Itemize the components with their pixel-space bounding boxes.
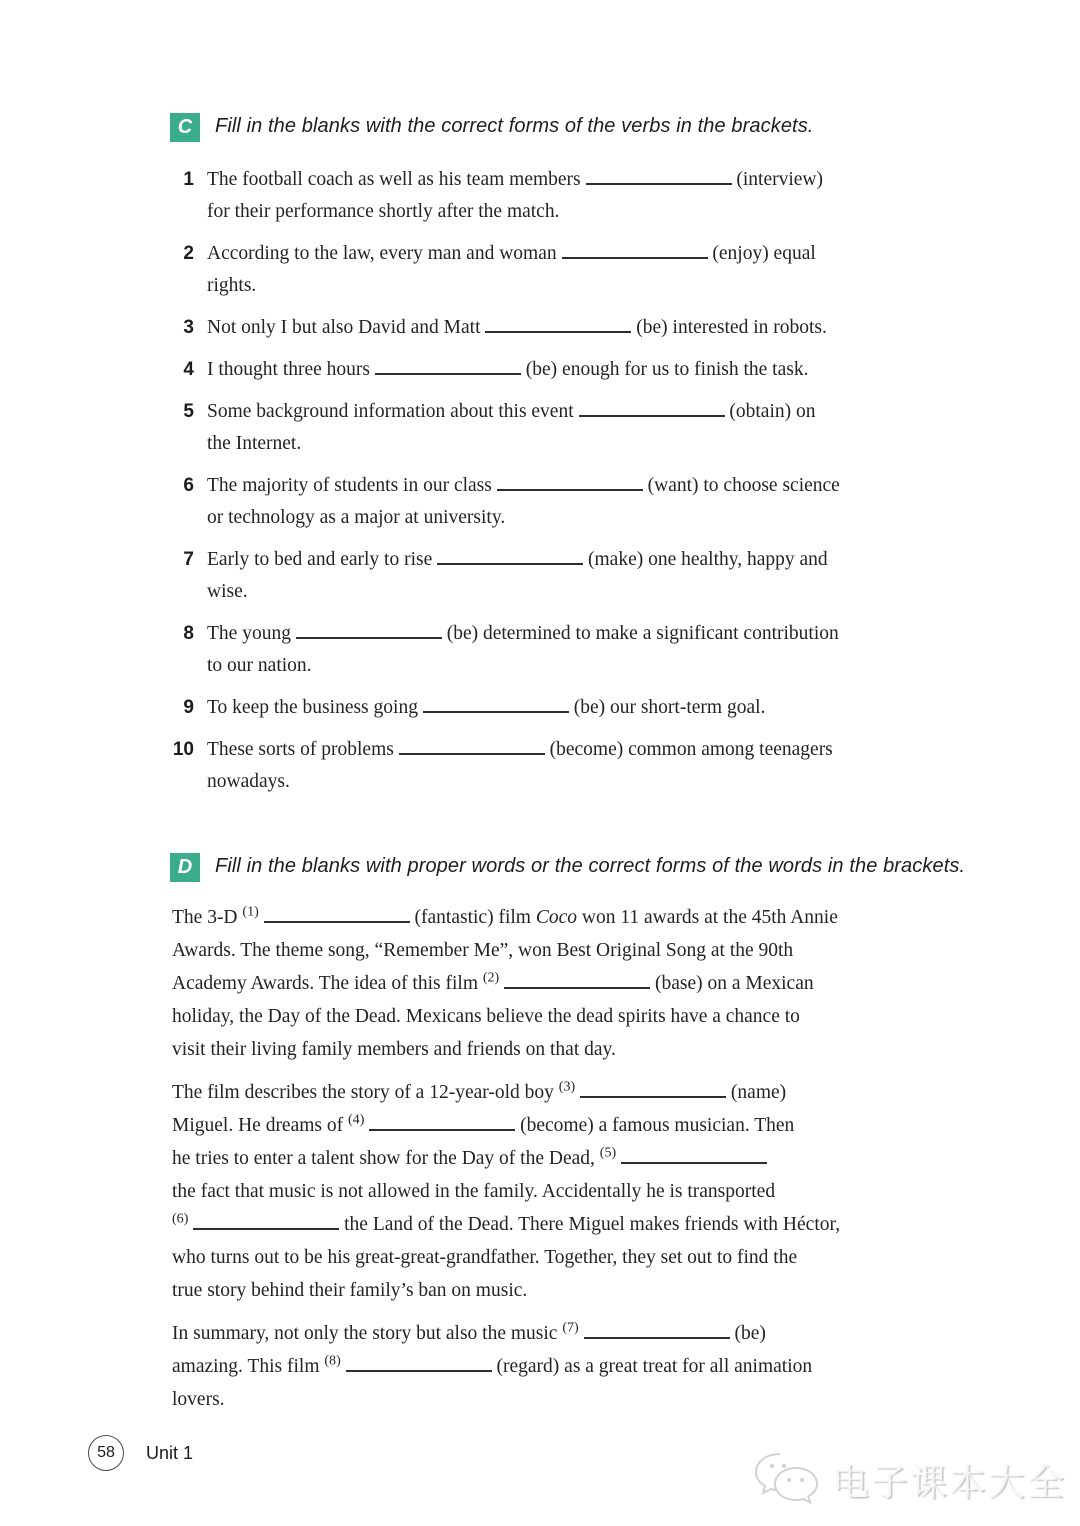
section-c-items (172, 164, 972, 808)
blank-line (579, 401, 725, 417)
blank-line (193, 1214, 339, 1230)
item-text: The young (be) determined to make a significant contribution to our nation. (207, 623, 839, 676)
passage-paragraph: In summary, not only the story but also the music $^{(7)}$ (be) amazing. This film $^{(8)}$ (regard) as a great treat for all animation lovers. (172, 1319, 813, 1410)
exercise-item (172, 312, 972, 344)
section-d-badge: D (170, 853, 200, 882)
blank-line (437, 549, 583, 565)
item-number: 4 (183, 359, 194, 380)
item-text: These sorts of problems (become) common among teenagers nowadays. (207, 739, 833, 792)
blank-line (562, 243, 708, 259)
item-number: 8 (183, 623, 194, 644)
exercise-item (172, 734, 972, 798)
item-text: Some background information about this event (obtain) on the Internet. (207, 401, 816, 454)
item-text: Not only I but also David and Matt (be) interested in robots. (207, 317, 827, 338)
item-number: 5 (183, 401, 194, 422)
blank-line (497, 475, 643, 491)
exercise-item (172, 396, 972, 460)
watermark-text: 电子课本大全 (832, 1462, 1066, 1503)
exercise-item (172, 544, 972, 608)
item-number: 9 (183, 697, 194, 718)
blank-line (580, 1082, 726, 1098)
blank-line (369, 1115, 515, 1131)
publisher-watermark (750, 1448, 1066, 1510)
blank-line (264, 907, 410, 923)
exercise-item (172, 470, 972, 534)
superscript-number: (6) (172, 1210, 189, 1227)
exercise-item (172, 238, 972, 302)
item-text: The majority of students in our class (want) to choose science or technology as a major at university. (207, 475, 840, 528)
blank-line (584, 1323, 730, 1339)
item-number: 3 (183, 317, 194, 338)
italic-title: Coco (535, 907, 577, 928)
superscript-number: (2) (482, 969, 500, 986)
exercise-item (172, 692, 972, 724)
section-d-header (170, 853, 965, 882)
item-text: To keep the business going (be) our short-term goal. (207, 697, 766, 718)
item-number: 6 (183, 475, 194, 496)
superscript-number: (7) (562, 1319, 579, 1336)
item-text: The football coach as well as his team members (interview) for their performance shortly after the match. (207, 169, 824, 222)
exercise-item (172, 164, 972, 228)
item-text: I thought three hours (be) enough for us to finish the task. (207, 359, 809, 380)
section-d-instruction: Fill in the blanks with proper words or the correct forms of the words in the brackets. (215, 855, 966, 877)
passage-paragraph: The film describes the story of a 12-year-old boy $^{(3)}$ (name) Miguel. He dreams of $^{(4)}$ (become) a famous musician. Then he tries to enter a talent show for the Day of the Dead, $^{(5)}$ the fact that music is not allowed in the family. Accidentally he is transported $^{(6)}$ the Land of the Dead. There Miguel makes friends with Héctor, who turns out to be his great-great-grandfather. Together, they set out to find the true story behind their family’s ban on music. (172, 1078, 841, 1301)
blank-line (504, 973, 650, 989)
blank-line (621, 1148, 767, 1164)
item-number: 1 (183, 169, 194, 190)
blank-line (346, 1356, 492, 1372)
section-c-instruction: Fill in the blanks with the correct forms of the verbs in the brackets. (215, 115, 814, 137)
unit-label: Unit 1 (146, 1443, 194, 1463)
section-c-header (170, 113, 813, 142)
passage-paragraph: The 3-D $^{(1)}$ (fantastic) film Coco won 11 awards at the 45th Annie Awards. The theme song, “Remember Me”, won Best Original Song at the 90th Academy Awards. The idea of this film $^{(2)}$ (base) on a Mexican holiday, the Day of the Dead. Mexicans believe the dead spirits have a chance to visit their living family members and friends on that day. (172, 903, 838, 1060)
superscript-number: (5) (599, 1144, 617, 1161)
item-text: According to the law, every man and woman (enjoy) equal rights. (207, 243, 816, 296)
blank-line (485, 317, 631, 333)
exercise-item (172, 354, 972, 386)
item-number: 2 (183, 243, 194, 264)
wechat-chat-bubbles-icon (750, 1448, 826, 1510)
blank-line (586, 169, 732, 185)
section-d-passage (172, 901, 972, 1426)
superscript-number: (1) (242, 903, 259, 920)
item-number: 7 (183, 549, 194, 570)
item-text: Early to bed and early to rise (make) one healthy, happy and wise. (207, 549, 828, 602)
item-number: 10 (172, 739, 194, 760)
exercise-item (172, 618, 972, 682)
blank-line (423, 697, 569, 713)
blank-line (296, 623, 442, 639)
blank-line (375, 359, 521, 375)
section-c-badge: C (170, 113, 200, 142)
page-number-circle (88, 1435, 124, 1471)
superscript-number: (3) (558, 1078, 576, 1095)
page-number: 58 (97, 1444, 115, 1461)
blank-line (399, 739, 545, 755)
superscript-number: (4) (348, 1111, 365, 1128)
superscript-number: (8) (324, 1352, 341, 1369)
